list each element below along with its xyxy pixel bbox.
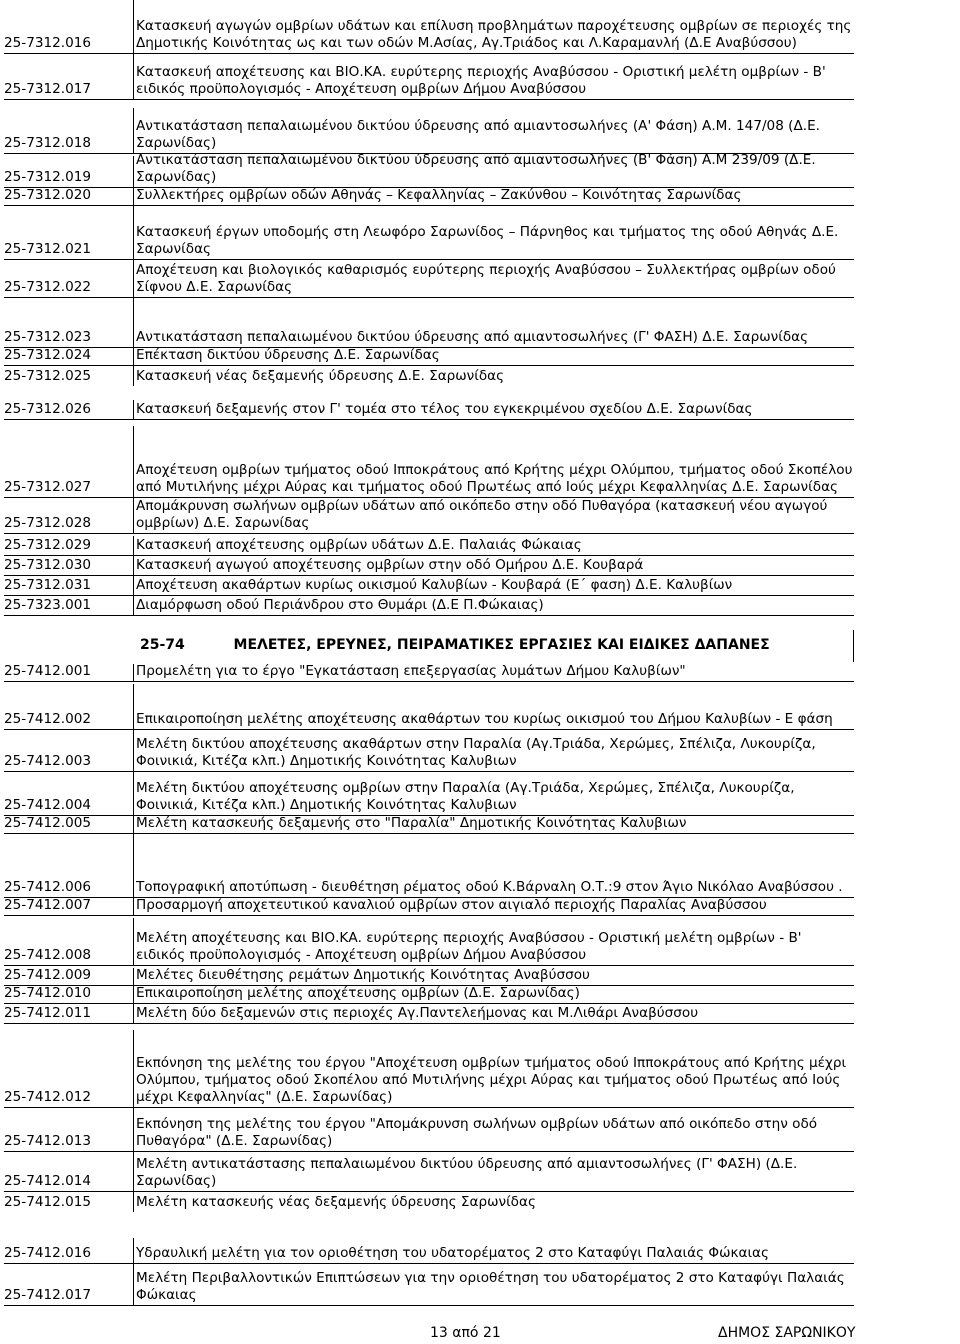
account-code: 25-7312.016 — [4, 35, 92, 51]
project-description: Επικαιροποίηση μελέτης αποχέτευσης ομβρίων (Δ.Ε. Σαρωνίδας) — [136, 985, 580, 1001]
account-code: 25-7412.010 — [4, 985, 92, 1001]
account-code: 25-7412.009 — [4, 967, 92, 983]
column-divider — [133, 726, 134, 772]
page-number: 13 από 21 — [430, 1325, 501, 1341]
table-row — [4, 108, 854, 154]
column-divider — [133, 188, 134, 206]
project-description: Τοπογραφική αποτύπωση - διευθέτηση ρέματος οδού Κ.Βάρναλη Ο.Τ.:9 στον Άγιο Νικόλαο Αναβύσσου . — [136, 879, 843, 895]
table-row — [4, 814, 854, 834]
table-row — [4, 366, 854, 386]
project-description: Αντικατάσταση πεπαλαιωμένου δικτύου ύδρευσης από αμιαντοσωλήνες (Β' Φάση) Α.Μ 239/09 (Δ.Ε. Σαρωνίδας) — [136, 152, 816, 185]
account-code: 25-7312.027 — [4, 479, 92, 495]
column-divider — [133, 1004, 134, 1024]
table-row — [4, 188, 854, 206]
table-row — [4, 1108, 854, 1152]
project-description: Αποχέτευση ακαθάρτων κυρίως οικισμού Καλυβίων - Κουβαρά (Ε΄ φαση) Δ.Ε. Καλυβίων — [136, 577, 733, 593]
table-row — [4, 348, 854, 366]
section-border — [853, 630, 854, 662]
table-row — [4, 492, 854, 534]
project-description: Εκπόνηση της μελέτης του έργου "Αποχέτευση ομβρίων τμήματος οδού Ιπποκράτους από Κρήτης μέχρι Ολύμπου, τμήματος οδού Σκοπέλου από Μυτιλήνης μέχρι Αύρας και τμήματος οδού Πρωτέως από Ιούς μέχρι Κεφαλληνίας" (Δ.Ε. Σαρωνίδας) — [136, 1055, 847, 1105]
project-description: Μελέτη κατασκευής νέας δεξαμενής ύδρευσης Σαρωνίδας — [136, 1194, 536, 1210]
column-divider — [133, 968, 134, 986]
table-row — [4, 246, 854, 298]
column-divider — [133, 1108, 134, 1152]
account-code: 25-7412.012 — [4, 1089, 92, 1105]
column-divider — [133, 556, 134, 576]
column-divider — [133, 366, 134, 386]
table-row — [4, 726, 854, 772]
table-row — [4, 54, 854, 100]
account-code: 25-7312.023 — [4, 329, 92, 345]
project-description: Κατασκευή αποχέτευσης και ΒΙΟ.ΚΑ. ευρύτερης περιοχής Αναβύσσου - Οριστική μελέτη ομβρίων - Β' ειδικός προϋπολογισμός - Αποχέτευση ομβρίων Δήμου Αναβύσσου — [136, 64, 826, 97]
table-row — [4, 772, 854, 816]
project-description: Κατασκευή αγωγού αποχέτευσης ομβρίων στην οδό Ομήρου Δ.Ε. Κουβαρά — [136, 557, 644, 573]
table-row — [4, 400, 854, 420]
project-description: Μελέτη αποχέτευσης και ΒΙΟ.ΚΑ. ευρύτερης περιοχής Αναβύσσου - Οριστική μελέτη ομβρίων - Β' ειδικός προϋπολογισμός - Αποχέτευση ομβρίων Δήμου Αναβύσσου — [136, 930, 802, 963]
section-title-text: ΜΕΛΕΤΕΣ, ΕΡΕΥΝΕΣ, ΠΕΙΡΑΜΑΤΙΚΕΣ ΕΡΓΑΣΙΕΣ ΚΑΙ ΕΙΔΙΚΕΣ ΔΑΠΑΝΕΣ — [233, 637, 770, 653]
account-code: 25-7412.016 — [4, 1245, 92, 1261]
account-code: 25-7412.014 — [4, 1173, 92, 1189]
column-divider — [133, 814, 134, 834]
account-code: 25-7412.008 — [4, 947, 92, 963]
table-row — [4, 1262, 854, 1306]
project-description: Προμελέτη για το έργο "Εγκατάσταση επεξεργασίας λυμάτων Δήμου Καλυβίων" — [136, 663, 686, 679]
table-row — [4, 1192, 854, 1212]
table-row — [4, 1030, 854, 1108]
column-divider — [133, 426, 134, 498]
column-divider — [133, 400, 134, 420]
account-code: 25-7312.022 — [4, 279, 92, 295]
table-row — [4, 1238, 854, 1264]
column-divider — [133, 918, 134, 966]
account-code: 25-7312.017 — [4, 81, 92, 97]
project-description: Συλλεκτήρες ομβρίων οδών Αθηνάς – Κεφαλληνίας – Ζακύνθου – Κοινότητας Σαρωνίδας — [136, 187, 742, 203]
project-description: Μελέτη δικτύου αποχέτευσης ακαθάρτων στην Παραλία (Αγ.Τριάδα, Χερώμες, Σπέλιζα, Λυκουρίζα, Φοινικιά, Κιτέζα κλπ.) Δημοτικής Κοινότητας Καλυβιων — [136, 736, 816, 769]
table-row — [4, 152, 854, 188]
table-row — [4, 986, 854, 1004]
column-divider — [133, 156, 134, 188]
account-code: 25-7312.018 — [4, 135, 92, 151]
table-row — [4, 664, 854, 682]
project-description: Εκπόνηση της μελέτης του έργου "Απομάκρυνση σωλήνων ομβρίων υδάτων από οικόπεδο στην οδό Πυθαγόρα" (Δ.Ε. Σαρωνίδας) — [136, 1116, 818, 1149]
column-divider — [133, 684, 134, 730]
project-description: Αντικατάσταση πεπαλαιωμένου δικτύου ύδρευσης από αμιαντοσωλήνες (Α' Φάση) Α.Μ. 147/08 (Δ.Ε. Σαρωνίδας) — [136, 118, 820, 151]
table-row — [4, 684, 854, 730]
table-row — [4, 0, 854, 54]
account-code: 25-7312.020 — [4, 187, 92, 203]
project-description: Προσαρμογή αποχετευτικού καναλιού ομβρίων στον αιγιαλό περιοχής Παραλίας Αναβύσσου — [136, 897, 767, 913]
project-description: Μελέτη αντικατάστασης πεπαλαιωμένου δικτύου ύδρευσης από αμιαντοσωλήνες (Γ' ΦΑΣΗ) (Δ.Ε. Σαρωνίδας) — [136, 1156, 798, 1189]
table-row — [4, 1004, 854, 1024]
account-code: 25-7412.015 — [4, 1194, 92, 1210]
project-description: Μελέτες διευθέτησης ρεμάτων Δημοτικής Κοινότητας Αναβύσσου — [136, 967, 590, 983]
project-description: Επέκταση δικτύου ύδρευσης Δ.Ε. Σαρωνίδας — [136, 347, 440, 363]
project-description: Υδραυλική μελέτη για τον οριοθέτηση του υδατορέματος 2 στο Καταφύγι Παλαιάς Φώκαιας — [136, 1245, 769, 1261]
column-divider — [133, 0, 134, 54]
project-description: Μελέτη Περιβαλλοντικών Επιπτώσεων για την οριοθέτηση του υδατορέματος 2 στο Καταφύγι Παλαιάς Φώκαιας — [136, 1270, 845, 1303]
account-code: 25-7312.030 — [4, 557, 92, 573]
column-divider — [133, 1152, 134, 1192]
project-description: Κατασκευή νέας δεξαμενής ύδρευσης Δ.Ε. Σαρωνίδας — [136, 368, 505, 384]
project-description: Μελέτη δύο δεξαμενών στις περιοχές Αγ.Παντελεήμονας και Μ.Λιθάρι Αναβύσσου — [136, 1005, 699, 1021]
account-code: 25-7312.026 — [4, 401, 92, 417]
column-divider — [133, 54, 134, 100]
project-description: Αντικατάσταση πεπαλαιωμένου δικτύου ύδρευσης από αμιαντοσωλήνες (Γ' ΦΑΣΗ) Δ.Ε. Σαρωνίδας — [136, 329, 809, 345]
account-code: 25-7312.019 — [4, 169, 92, 185]
column-divider — [133, 294, 134, 348]
table-row — [4, 1152, 854, 1192]
account-code: 25-7412.001 — [4, 663, 92, 679]
account-code: 25-7312.025 — [4, 368, 92, 384]
column-divider — [133, 492, 134, 534]
account-code: 25-7312.031 — [4, 577, 92, 593]
column-divider — [133, 246, 134, 298]
account-code: 25-7412.007 — [4, 897, 92, 913]
column-divider — [133, 576, 134, 596]
account-code: 25-7312.021 — [4, 241, 92, 257]
project-description: Κατασκευή αποχέτευσης ομβρίων υδάτων Δ.Ε. Παλαιάς Φώκαιας — [136, 537, 582, 553]
account-code: 25-7312.028 — [4, 515, 92, 531]
column-divider — [133, 1030, 134, 1108]
project-description: Επικαιροποίηση μελέτης αποχέτευσης ακαθάρτων του κυρίως οικισμού του Δήμου Καλυβίων - Ε φάση — [136, 711, 833, 727]
column-divider — [133, 834, 134, 898]
table-row — [4, 596, 854, 616]
project-description: Αποχέτευση ομβρίων τμήματος οδού Ιπποκράτους από Κρήτης μέχρι Ολύμπου, τμήματος οδού Σκοπέλου από Μυτιλήνης μέχρι Αύρας και τμήματος οδού Πρωτέως από Ιούς μέχρι Κεφαλληνίας Δ.Ε. Σαρωνίδας — [136, 462, 853, 495]
column-divider — [133, 772, 134, 816]
table-row — [4, 576, 854, 596]
table-row — [4, 294, 854, 348]
column-divider — [133, 596, 134, 616]
table-row — [4, 918, 854, 966]
account-code: 25-7412.006 — [4, 879, 92, 895]
table-row — [4, 968, 854, 986]
project-description: Κατασκευή αγωγών ομβρίων υδάτων και επίλυση προβλημάτων παροχέτευσης ομβρίων σε περιοχές της Δημοτικής Κοινότητας ως και των οδών Μ.Ασίας, Αγ.Τριάδος και Λ.Καραμανλή (Δ.Ε Αναβύσσου) — [136, 18, 852, 51]
project-description: Κατασκευή δεξαμενής στον Γ' τομέα στο τέλος του εγκεκριμένου σχεδίου Δ.Ε. Σαρωνίδας — [136, 401, 753, 417]
project-description: Μελέτη κατασκευής δεξαμενής στο "Παραλία" Δημοτικής Κοινότητας Καλυβιων — [136, 815, 687, 831]
column-divider — [133, 664, 134, 682]
project-description: Διαμόρφωση οδού Περιάνδρου στο Θυμάρι (Δ.Ε Π.Φώκαιας) — [136, 597, 544, 613]
project-description: Απομάκρυνση σωλήνων ομβρίων υδάτων από οικόπεδο στην οδό Πυθαγόρα (κατασκευή νέου αγωγού ομβρίων) Δ.Ε. Σαρωνίδας — [136, 498, 828, 531]
account-code: 25-7412.005 — [4, 815, 92, 831]
account-code: 25-7323.001 — [4, 597, 92, 613]
account-code: 25-7412.003 — [4, 753, 92, 769]
column-divider — [133, 536, 134, 556]
column-divider — [133, 896, 134, 916]
project-description: Μελέτη δικτύου αποχέτευσης ομβρίων στην Παραλία (Αγ.Τριάδα, Χερώμες, Σπέλιζα, Λυκουρίζα, Φοινικιά, Κιτέζα κλπ.) Δημοτικής Κοινότητας Καλυβιων — [136, 780, 795, 813]
table-row — [4, 834, 854, 898]
table-row — [4, 426, 854, 498]
column-divider — [133, 1262, 134, 1306]
account-code: 25-7412.002 — [4, 711, 92, 727]
column-divider — [133, 1238, 134, 1264]
account-code: 25-7412.017 — [4, 1287, 92, 1303]
project-description: Κατασκευή έργων υποδομής στη Λεωφόρο Σαρωνίδος – Πάρνηθος και τμήματος της οδού Αθηνάς Δ.Ε. Σαρωνίδας — [136, 224, 839, 257]
account-code: 25-7412.011 — [4, 1005, 92, 1021]
account-code: 25-7312.029 — [4, 537, 92, 553]
account-code: 25-7412.004 — [4, 797, 92, 813]
column-divider — [133, 1192, 134, 1212]
account-code: 25-7412.013 — [4, 1133, 92, 1149]
section-heading — [140, 637, 854, 653]
column-divider — [133, 108, 134, 154]
project-description: Αποχέτευση και βιολογικός καθαρισμός ευρύτερης περιοχής Αναβύσσου – Συλλεκτήρας ομβρίων οδού Σίφνου Δ.Ε. Σαρωνίδας — [136, 262, 836, 295]
column-divider — [133, 986, 134, 1004]
account-code: 25-7312.024 — [4, 347, 92, 363]
table-row — [4, 536, 854, 556]
column-divider — [133, 348, 134, 366]
table-row — [4, 896, 854, 916]
section-code: 25-74 — [140, 637, 185, 653]
table-row — [4, 556, 854, 576]
municipality-name: ΔΗΜΟΣ ΣΑΡΩΝΙΚΟΥ — [718, 1325, 856, 1341]
